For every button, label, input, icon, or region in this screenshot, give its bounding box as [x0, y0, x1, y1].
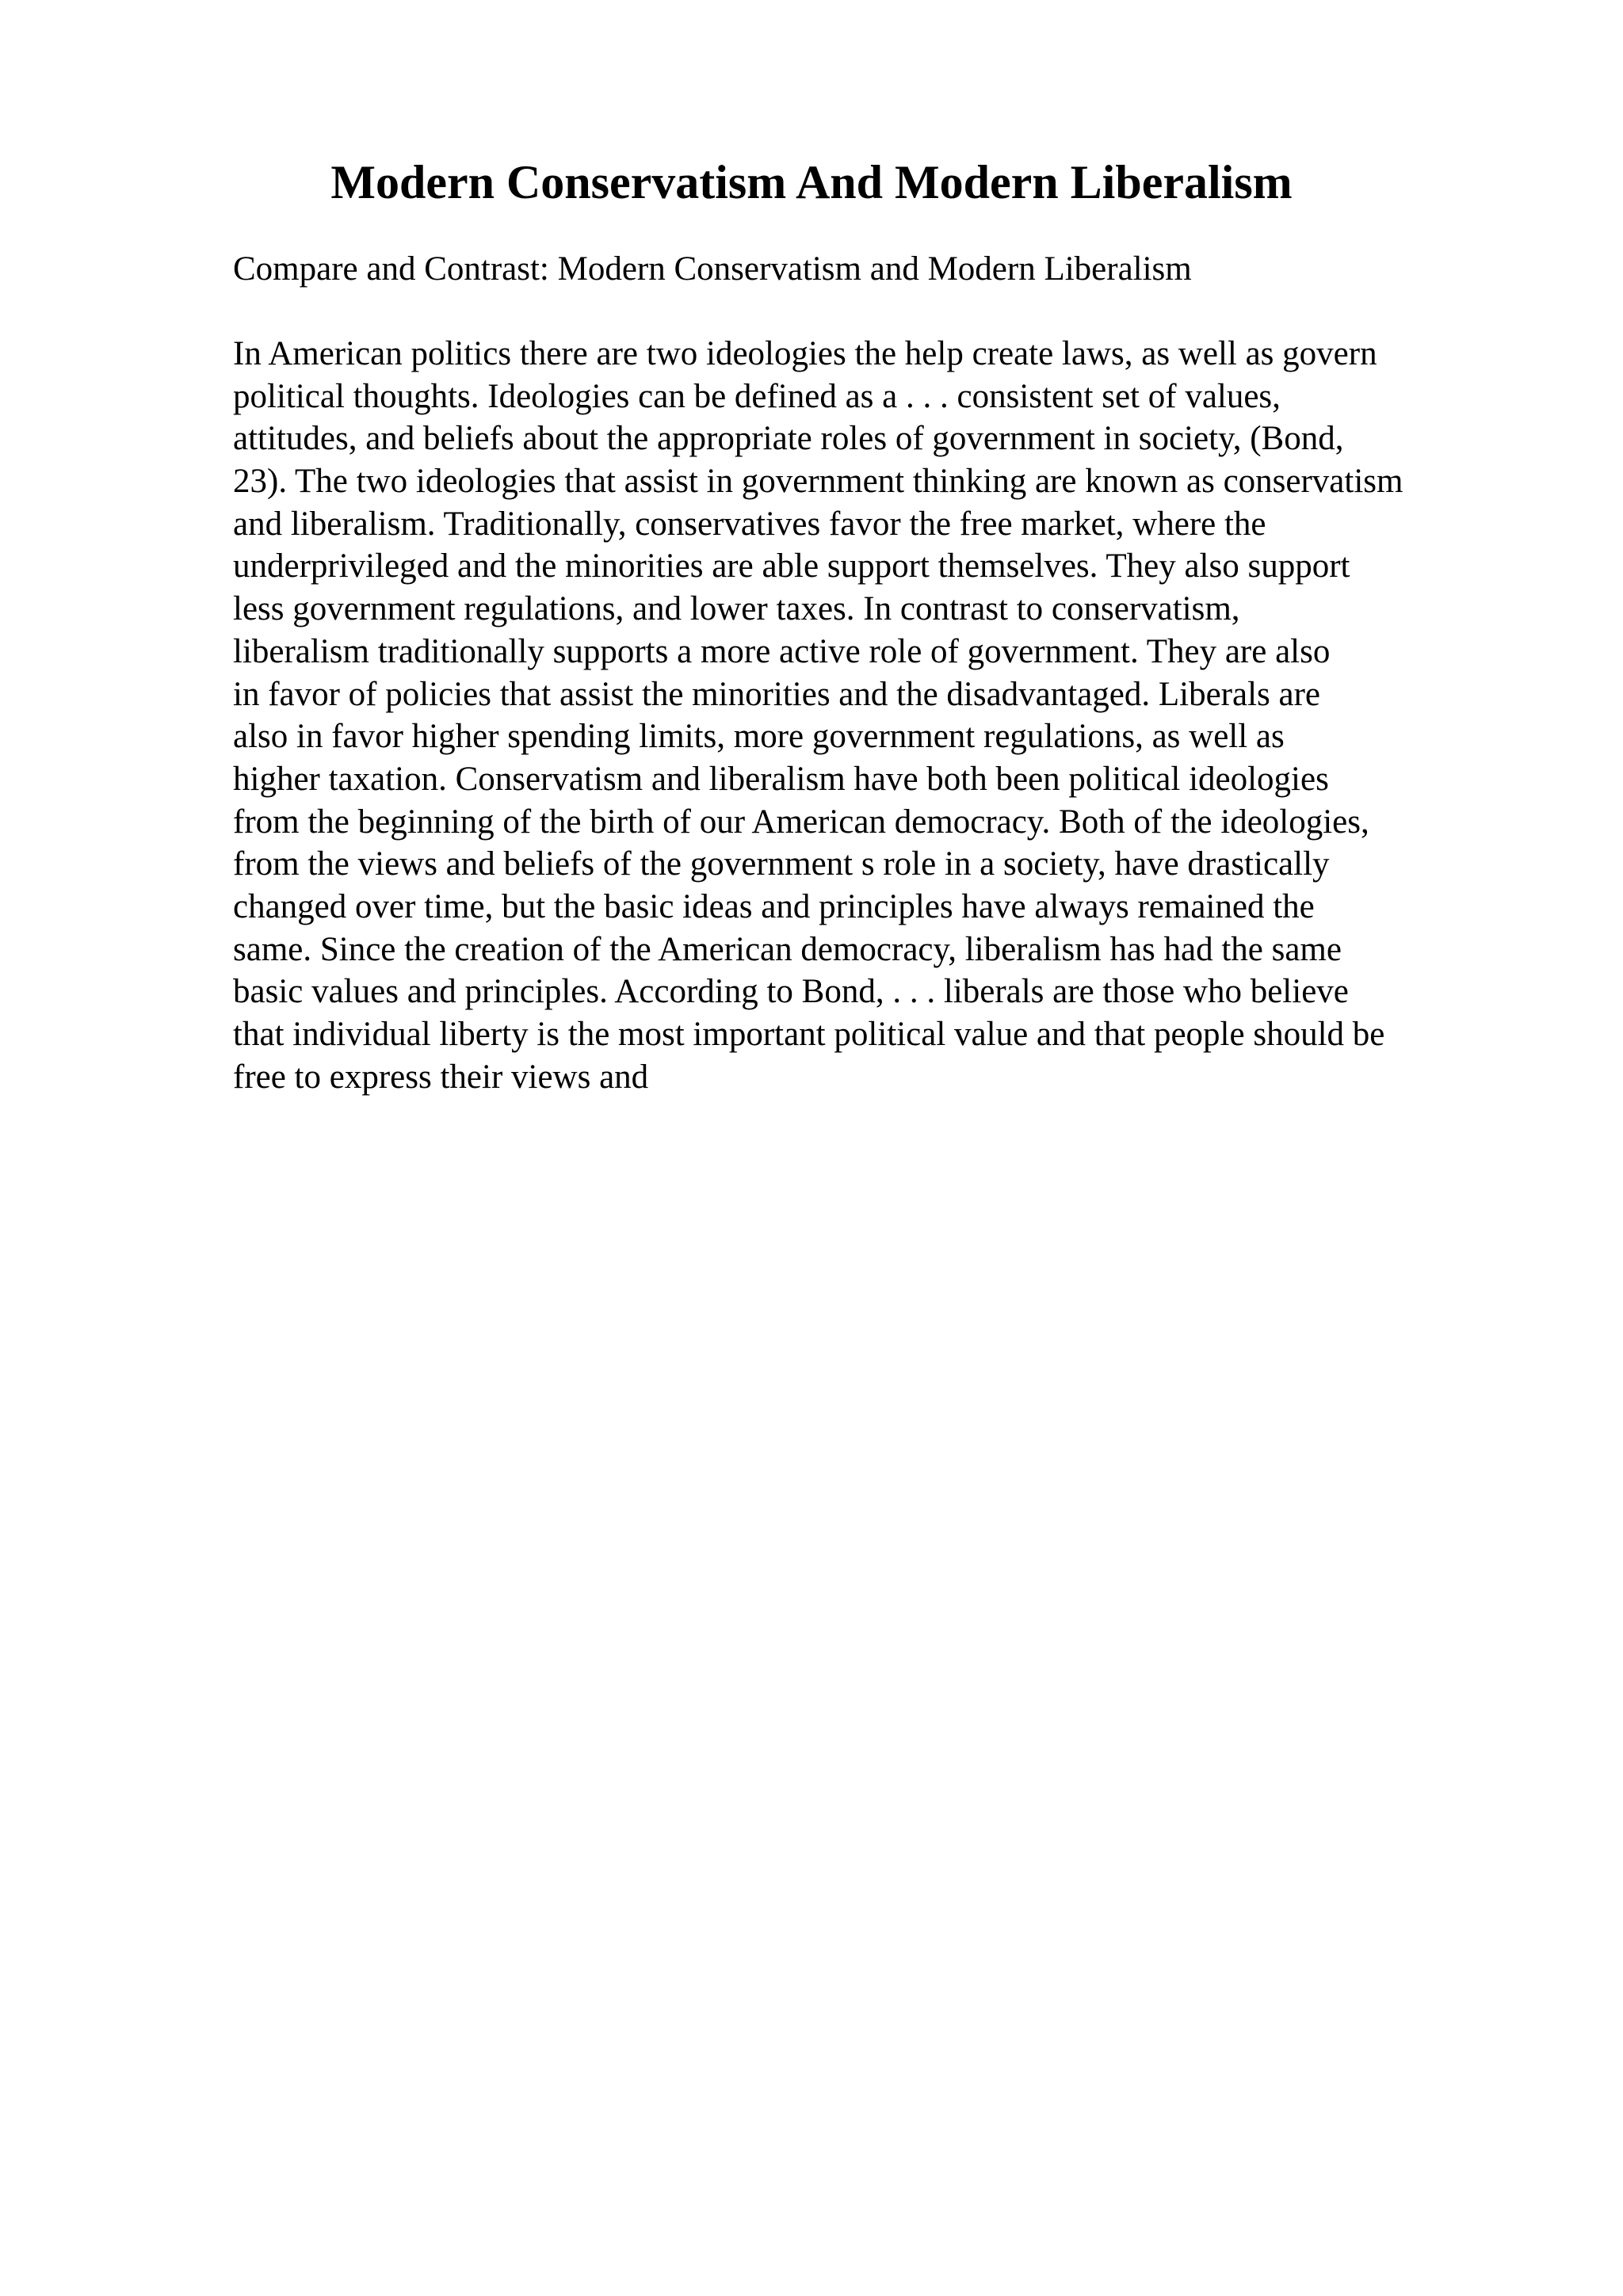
body-line: also in favor higher spending limits, more government regulations, as well as — [233, 718, 1285, 756]
body-line: from the views and beliefs of the government s role in a society, have drastically — [233, 845, 1330, 883]
body-line: basic values and principles. According to Bond, . . . liberals are those who believe — [233, 973, 1349, 1011]
document-title: Modern Conservatism And Modern Liberalism — [330, 156, 1293, 208]
body-line: political thoughts. Ideologies can be defined as a . . . consistent set of values, — [233, 377, 1281, 415]
body-line: underprivileged and the minorities are able support themselves. They also support — [233, 547, 1350, 585]
body-line: same. Since the creation of the American democracy, liberalism has had the same — [233, 930, 1342, 968]
body-line: that individual liberty is the most important political value and that people should be — [233, 1016, 1385, 1053]
body-paragraph — [233, 333, 1403, 1098]
body-line: less government regulations, and lower taxes. In contrast to conservatism, — [233, 590, 1240, 628]
body-line: higher taxation. Conservatism and liberalism have both been political ideologies — [233, 760, 1329, 798]
body-line: from the beginning of the birth of our American democracy. Both of the ideologies, — [233, 803, 1369, 841]
body-line: in favor of policies that assist the minorities and the disadvantaged. Liberals are — [233, 675, 1321, 713]
body-line: 23). The two ideologies that assist in government thinking are known as conservatism — [233, 463, 1403, 501]
document-subtitle: Compare and Contrast: Modern Conservatism and Modern Liberalism — [233, 250, 1192, 288]
body-line: attitudes, and beliefs about the appropriate roles of government in society, (Bond, — [233, 420, 1344, 458]
body-line: liberalism traditionally supports a more active role of government. They are also — [233, 632, 1331, 670]
body-line: and liberalism. Traditionally, conservatives favor the free market, where the — [233, 505, 1266, 543]
body-line: free to express their views and — [233, 1058, 649, 1096]
body-line: changed over time, but the basic ideas and principles have always remained the — [233, 887, 1315, 925]
body-line: In American politics there are two ideologies the help create laws, as well as govern — [233, 335, 1377, 372]
